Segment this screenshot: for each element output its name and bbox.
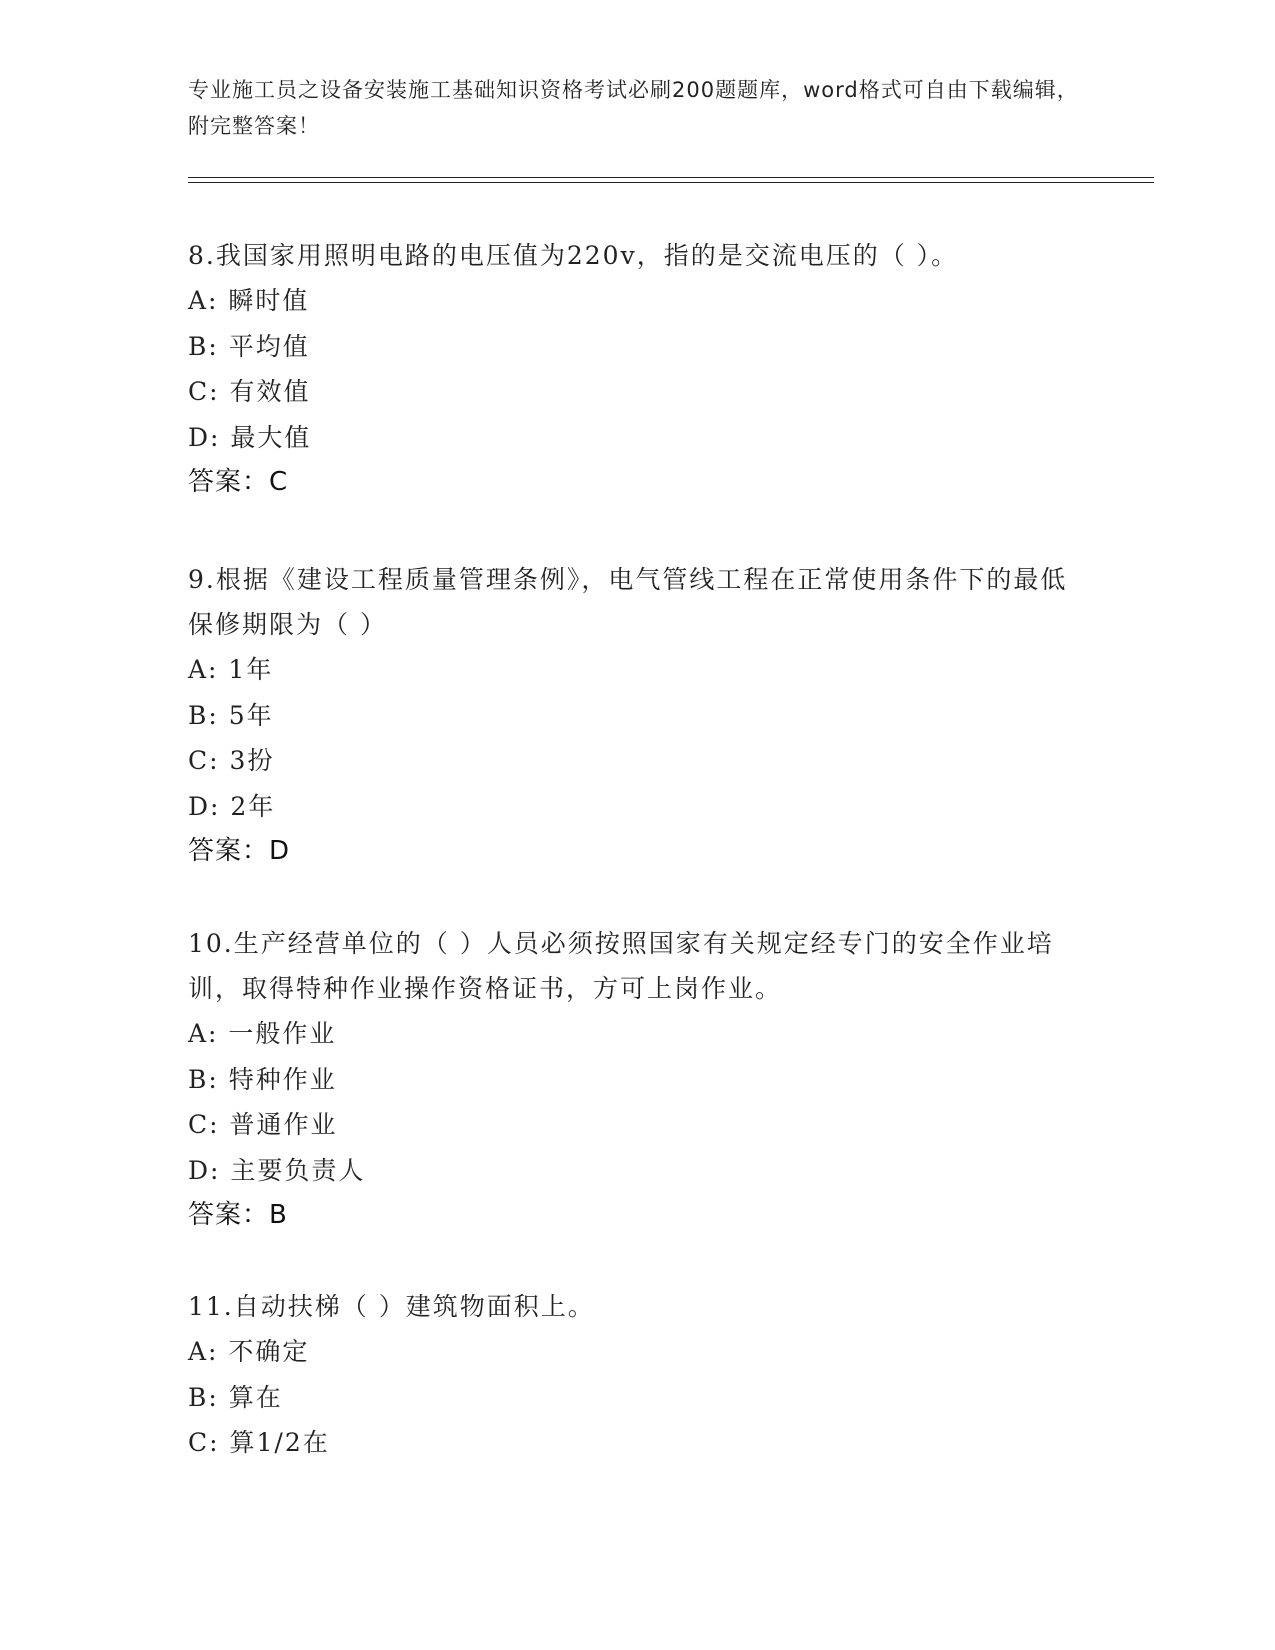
- question-stem: 8.我国家用照明电路的电压值为220v，指的是交流电压的（ ）。: [188, 241, 959, 270]
- option-c: C: 3扮: [188, 746, 275, 775]
- option-a: A: 瞬时值: [188, 286, 310, 315]
- option-b: B: 平均值: [188, 331, 310, 361]
- option-a: A: 一般作业: [188, 1019, 337, 1048]
- question-8: [188, 233, 1088, 505]
- option-c: C: 有效值: [188, 377, 311, 406]
- question-11: [188, 1284, 1088, 1466]
- option-a: A: 1年: [188, 655, 274, 684]
- header-divider: [188, 177, 1154, 178]
- header-title: 专业施工员之设备安装施工基础知识资格考试必刷200题题库，word格式可自由下载编辑，附完整答案！: [188, 78, 1079, 138]
- answer-line: 答案：D: [188, 836, 291, 866]
- question-stem: 11.自动扶梯（ ）建筑物面积上。: [188, 1292, 595, 1321]
- option-b: B: 算在: [188, 1382, 283, 1412]
- question-stem: 9.根据《建设工程质量管理条例》，电气管线工程在正常使用条件下的最低保修期限为（ ）: [188, 565, 1068, 639]
- header-divider-double: [188, 182, 1154, 183]
- option-d: D: 2年: [188, 791, 276, 821]
- question-stem: 10.生产经营单位的（ ）人员必须按照国家有关规定经专门的安全作业培训，取得特种作业操作资格证书，方可上岗作业。: [188, 929, 1054, 1003]
- option-a: A: 不确定: [188, 1337, 310, 1366]
- answer-line: 答案：C: [188, 467, 289, 497]
- option-c: C: 普通作业: [188, 1110, 338, 1139]
- document-header: [188, 72, 1088, 144]
- option-d: D: 主要负责人: [188, 1155, 366, 1185]
- option-c: C: 算1/2在: [188, 1428, 330, 1457]
- answer-line: 答案：B: [188, 1200, 288, 1230]
- question-10: [188, 921, 1088, 1238]
- option-b: B: 特种作业: [188, 1064, 337, 1094]
- option-b: B: 5年: [188, 700, 274, 730]
- option-d: D: 最大值: [188, 422, 312, 452]
- question-9: [188, 557, 1088, 874]
